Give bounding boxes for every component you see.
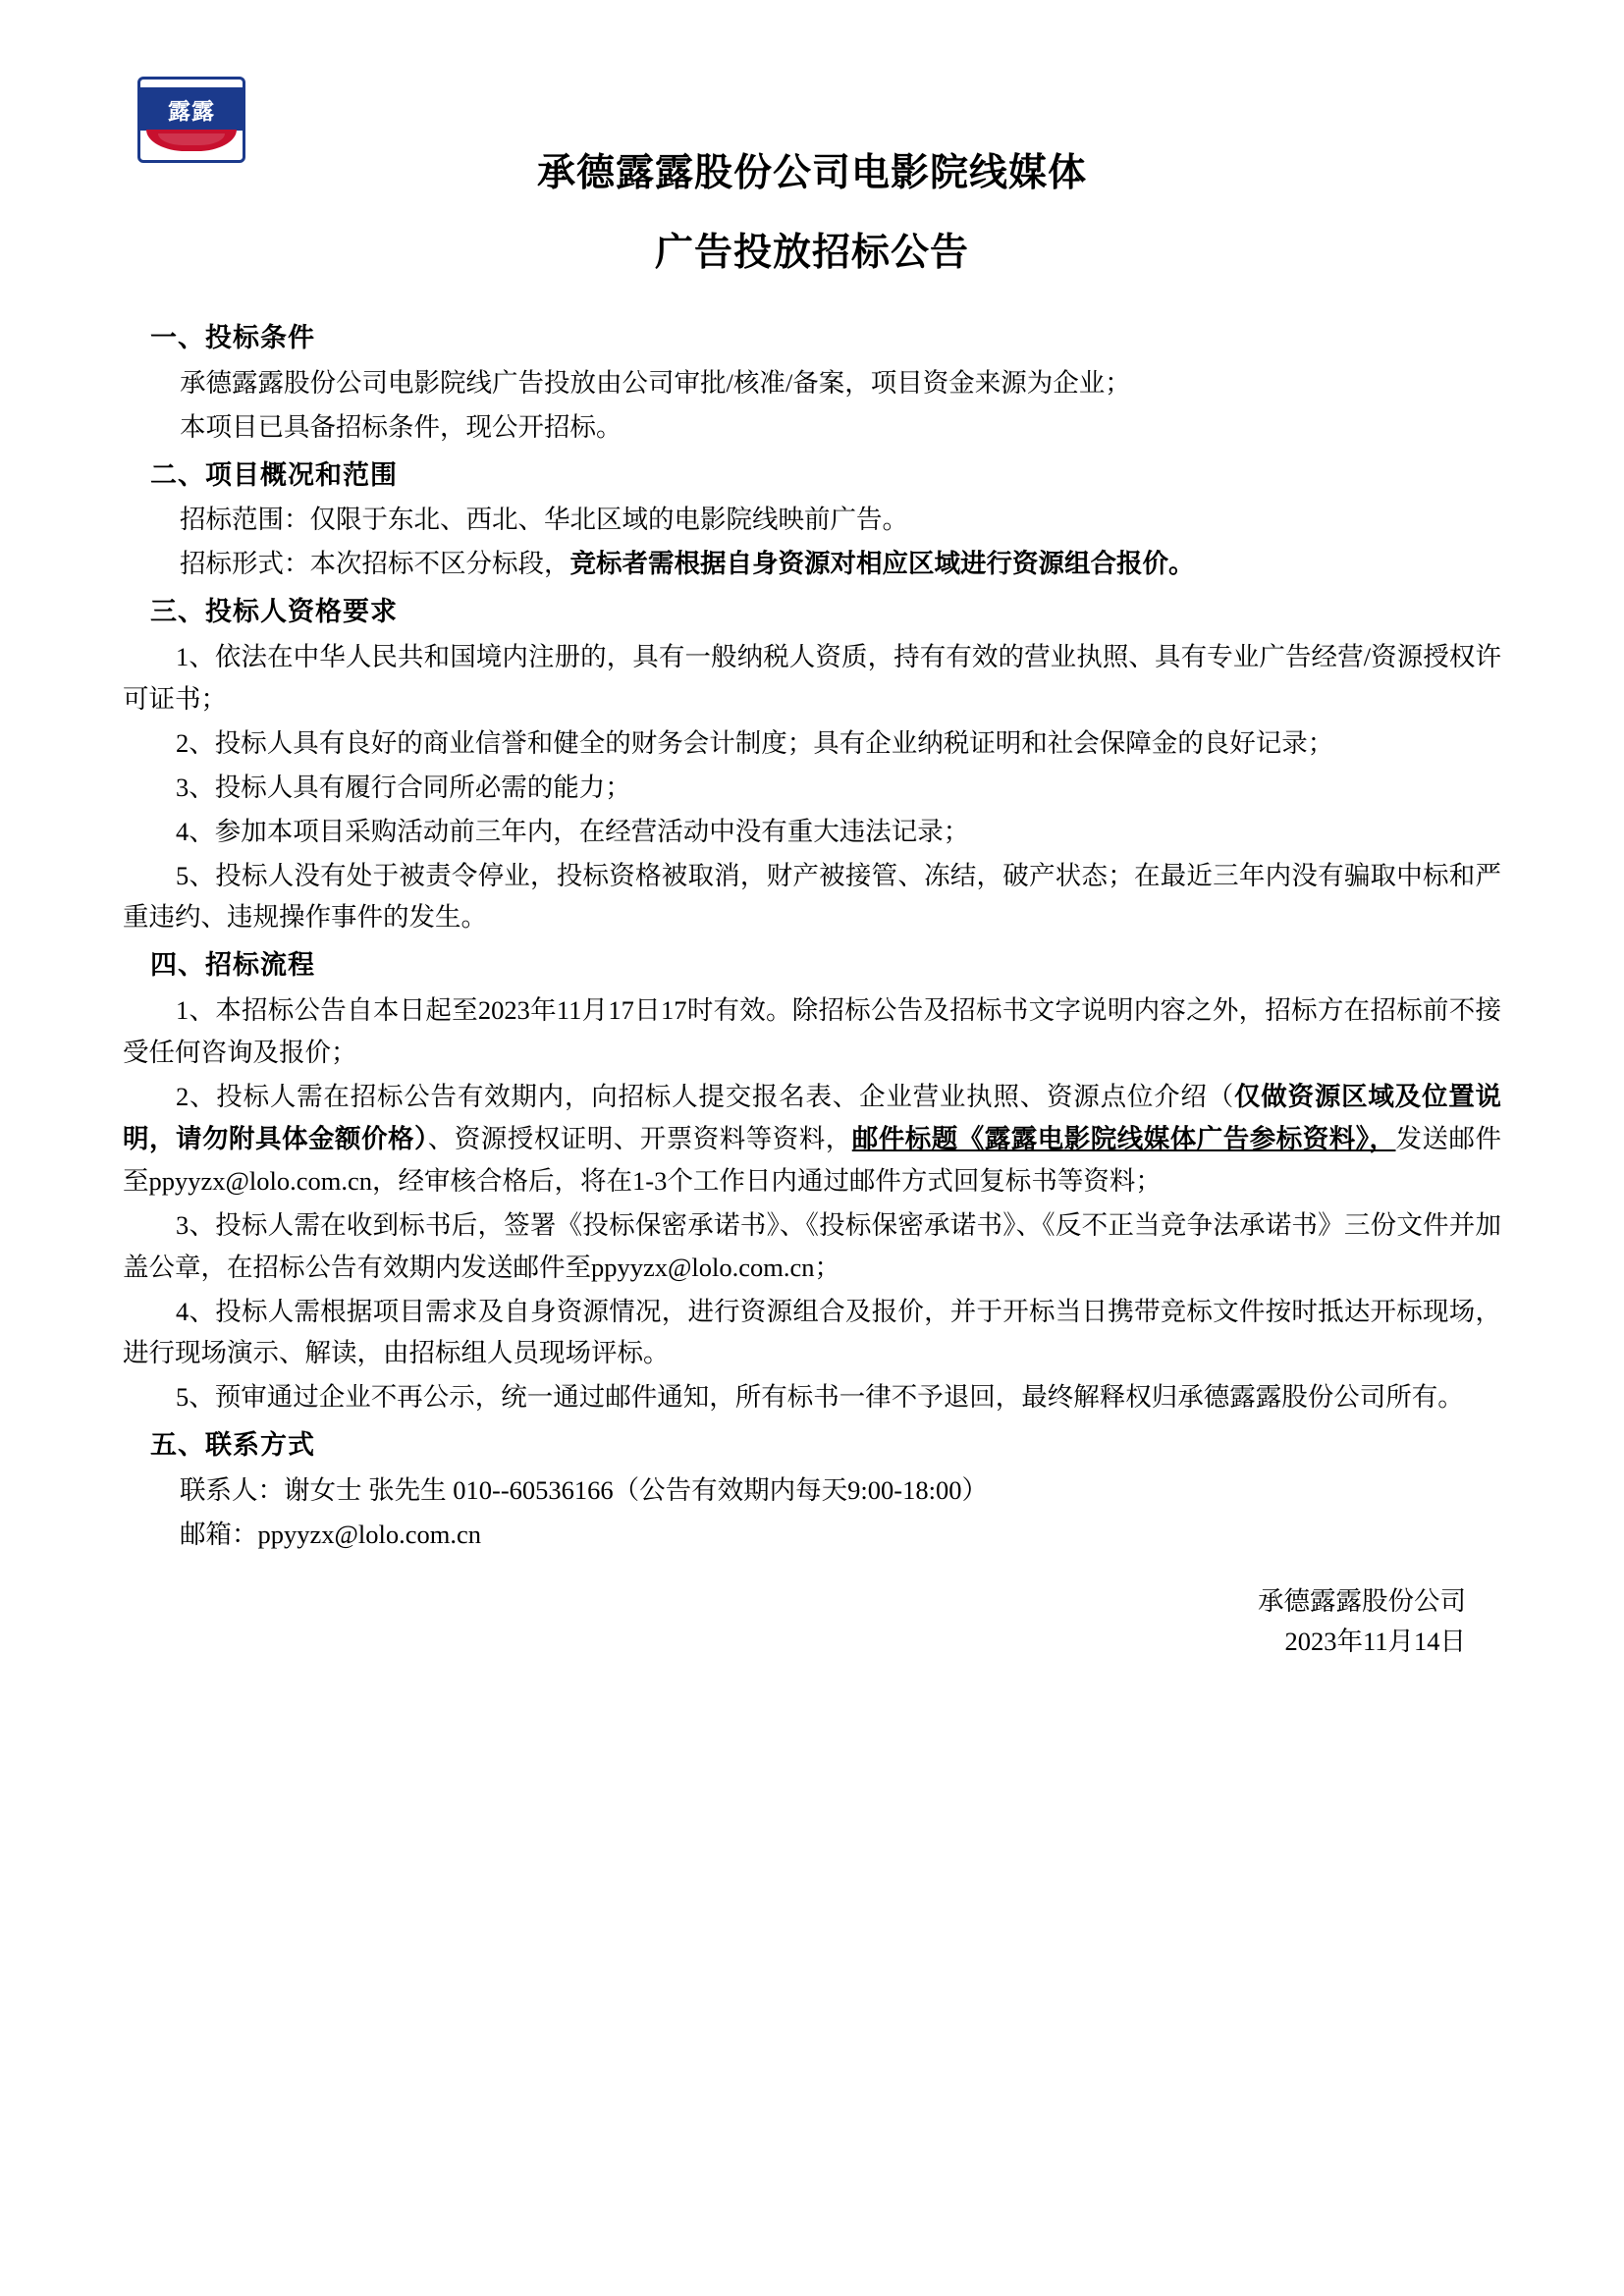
section-3-item-1: 1、依法在中华人民共和国境内注册的，具有一般纳税人资质，持有有效的营业执照、具有专业广告经营/资源授权许可证书； xyxy=(123,641,1501,714)
signature-block xyxy=(123,1581,1501,1662)
section-4-item-2-part-c: 发送邮件至ppyyzx@lolo.com.cn，经审核合格后，将在1-3个工作日内通过邮件方式回复标书等资料； xyxy=(123,1123,1501,1196)
company-logo xyxy=(137,77,245,163)
section-heading-4: 四、招标流程 xyxy=(150,950,315,981)
section-heading-2: 二、项目概况和范围 xyxy=(150,459,398,490)
section-4-item-2-part-b: 、资源授权证明、开票资料等资料， xyxy=(427,1123,852,1153)
section-heading-3: 三、投标人资格要求 xyxy=(150,597,398,627)
section-4-item-5: 5、预审通过企业不再公示，统一通过邮件通知，所有标书一律不予退回，最终解释权归承德露露股份公司所有。 xyxy=(176,1382,1464,1413)
section-4-item-2 xyxy=(123,1076,1501,1202)
section-3-item-2: 2、投标人具有良好的商业信誉和健全的财务会计制度；具有企业纳税证明和社会保障金的良好记录； xyxy=(176,727,1334,758)
section-2-paragraph-1: 招标范围：仅限于东北、西北、华北区域的电影院线映前广告。 xyxy=(180,505,908,535)
section-heading-5: 五、联系方式 xyxy=(150,1430,315,1461)
section-4-item-2-part-a: 2、投标人需在招标公告有效期内，向招标人提交报名表、企业营业执照、资源点位介绍（ xyxy=(176,1081,1234,1111)
document-body xyxy=(123,317,1501,1662)
section-2-paragraph-2 xyxy=(123,543,1501,585)
section-4-item-4: 4、投标人需根据项目需求及自身资源情况，进行资源组合及报价，并于开标当日携带竞标文件按时抵达开标现场，进行现场演示、解读，由招标组人员现场评标。 xyxy=(123,1296,1501,1368)
section-4-item-1: 1、本招标公告自本日起至2023年11月17日17时有效。除招标公告及招标书文字说明内容之外，招标方在招标前不接受任何咨询及报价； xyxy=(123,995,1501,1067)
page-title-line2: 广告投放招标公告 xyxy=(654,231,969,274)
section-4-item-2-emphasis: 仅做资源区域及位置说明，请勿附具体金额价格） xyxy=(123,1081,1502,1153)
logo-icon xyxy=(137,77,245,163)
signature-date: 2023年11月14日 xyxy=(1284,1626,1466,1656)
section-3-item-3: 3、投标人具有履行合同所必需的能力； xyxy=(176,772,631,802)
section-4-item-3: 3、投标人需在收到标书后，签署《投标保密承诺书》、《投标保密承诺书》、《反不正当竞争法承诺书》三份文件并加盖公章，在招标公告有效期内发送邮件至ppyyzx@lolo.com.cn； xyxy=(123,1209,1501,1282)
section-2-paragraph-2-prefix: 招标形式：本次招标不区分标段， xyxy=(180,549,570,579)
section-3-item-5: 5、投标人没有处于被责令停业，投标资格被取消，财产被接管、冻结，破产状态；在最近三年内没有骗取中标和严重违约、违规操作事件的发生。 xyxy=(123,860,1501,933)
section-2-paragraph-2-emphasis: 竞标者需根据自身资源对相应区域进行资源组合报价。 xyxy=(569,549,1195,579)
section-1-paragraph-2: 本项目已具备招标条件，现公开招标。 xyxy=(180,411,623,442)
logo-brand-text: 露露 xyxy=(168,98,215,124)
signature-company: 承德露露股份公司 xyxy=(1258,1585,1466,1616)
section-3-item-4: 4、参加本项目采购活动前三年内，在经营活动中没有重大违法记录； xyxy=(176,816,970,846)
logo-swoosh-shape xyxy=(146,130,237,151)
section-4-item-2-underlined: 邮件标题《露露电影院线媒体广告参标资料》， xyxy=(851,1123,1396,1153)
logo-band xyxy=(140,87,243,131)
title-block xyxy=(123,145,1501,282)
section-1-paragraph-1: 承德露露股份公司电影院线广告投放由公司审批/核准/备案，项目资金来源为企业； xyxy=(180,367,1131,398)
contact-email-line: 邮箱：ppyyzx@lolo.com.cn xyxy=(180,1519,482,1549)
contact-person-line: 联系人：谢女士 张先生 010--60536166（公告有效期内每天9:00-18:00） xyxy=(180,1475,988,1506)
page-title-line1: 承德露露股份公司电影院线媒体 xyxy=(536,152,1087,194)
section-heading-1: 一、投标条件 xyxy=(150,323,315,352)
